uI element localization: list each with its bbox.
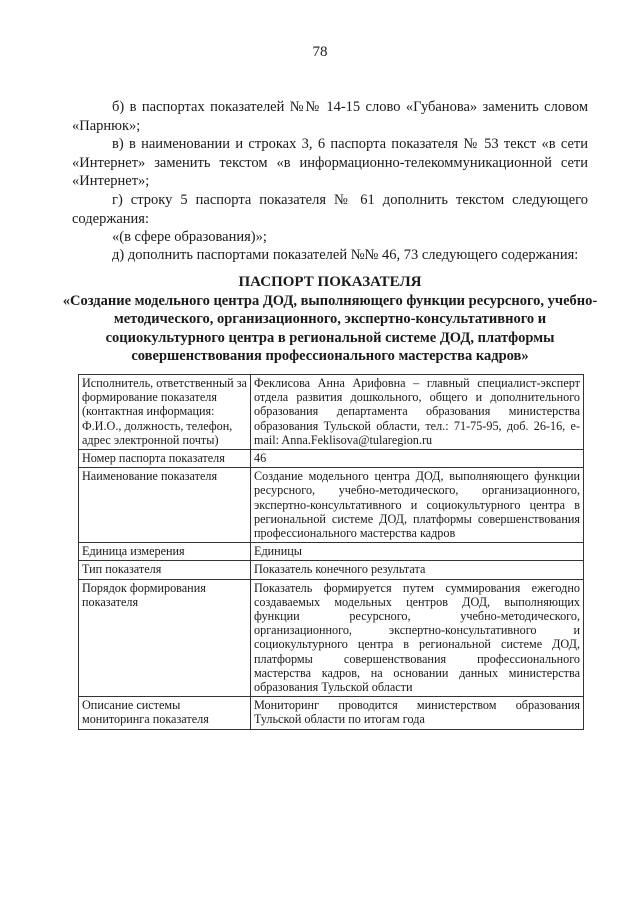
table-row (79, 450, 584, 468)
amendment-g-quote (72, 228, 588, 247)
row-value: Показатель конечного результата (251, 561, 584, 579)
amendment-v (72, 135, 588, 191)
amendment-g-quote-text: «(в сфере образования)»; (112, 229, 267, 245)
passport-table (78, 374, 584, 730)
amendment-b (72, 98, 588, 135)
passport-subtitle: «Создание модельного центра ДОД, выполняющего функции ресурсного, учебно-методического, организационного, экспертно-консультативного и социокультурного центра в региональной системе ДОД, платформы совершенствования профессионального мастерства кадров» (62, 292, 598, 364)
table-row (79, 561, 584, 579)
table-row (79, 543, 584, 561)
row-value: Феклисова Анна Арифовна – главный специалист-эксперт отдела развития дошкольного, общего и дополнительного образования департамента образования министерства образования Тульской области, тел.: 71-75-95, доб. 26-16, e-mail: Anna.Feklisova@tularegion.ru (251, 375, 584, 450)
row-label: Номер паспорта показателя (79, 450, 251, 468)
page-number: 78 (312, 44, 328, 60)
amendment-v-text: в) в наименовании и строках 3, 6 паспорта показателя № 53 текст «в сети «Интернет» заменить текстом «в информационно-телекоммуникационной сети «Интернет»; (72, 136, 588, 189)
table-row (79, 697, 584, 729)
row-label: Наименование показателя (79, 468, 251, 543)
row-value: 46 (251, 450, 584, 468)
row-label: Порядок формирования показателя (79, 579, 251, 697)
amendment-b-text: б) в паспортах показателей №№ 14-15 слово «Губанова» заменить словом «Парнюк»; (72, 99, 588, 134)
amendment-d (72, 246, 588, 265)
passport-title: ПАСПОРТ ПОКАЗАТЕЛЯ (238, 274, 422, 290)
row-label: Тип показателя (79, 561, 251, 579)
row-label: Исполнитель, ответственный за формирование показателя (контактная информация: Ф.И.О., должность, телефон, адрес электронной почты) (79, 375, 251, 450)
amendment-d-text: д) дополнить паспортами показателей №№ 46, 73 следующего содержания: (112, 247, 579, 263)
table-row (79, 468, 584, 543)
table-row (79, 375, 584, 450)
amendment-g-text: г) строку 5 паспорта показателя № 61 дополнить текстом следующего содержания: (72, 192, 588, 227)
row-value: Мониторинг проводится министерством образования Тульской области по итогам года (251, 697, 584, 729)
row-label: Описание системы мониторинга показателя (79, 697, 251, 729)
row-value: Создание модельного центра ДОД, выполняющего функции ресурсного, учебно-методического, организационного, экспертно-консультативного и социокультурного центра в региональной системе ДОД, платформы совершенствования профессионального мастерства кадров (251, 468, 584, 543)
table-row (79, 579, 584, 697)
amendment-g (72, 191, 588, 228)
passport-heading (60, 273, 600, 366)
row-value: Единицы (251, 543, 584, 561)
row-value: Показатель формируется путем суммирования ежегодно создаваемых модельных центров ДОД, выполняющих функции ресурсного, учебно-методического, организационного, экспертно-консультативного и социокультурного центра в региональной системе ДОД, платформы совершенствования профессионального мастерства кадров, на основании данных министерства образования Тульской области (251, 579, 584, 697)
row-label: Единица измерения (79, 543, 251, 561)
